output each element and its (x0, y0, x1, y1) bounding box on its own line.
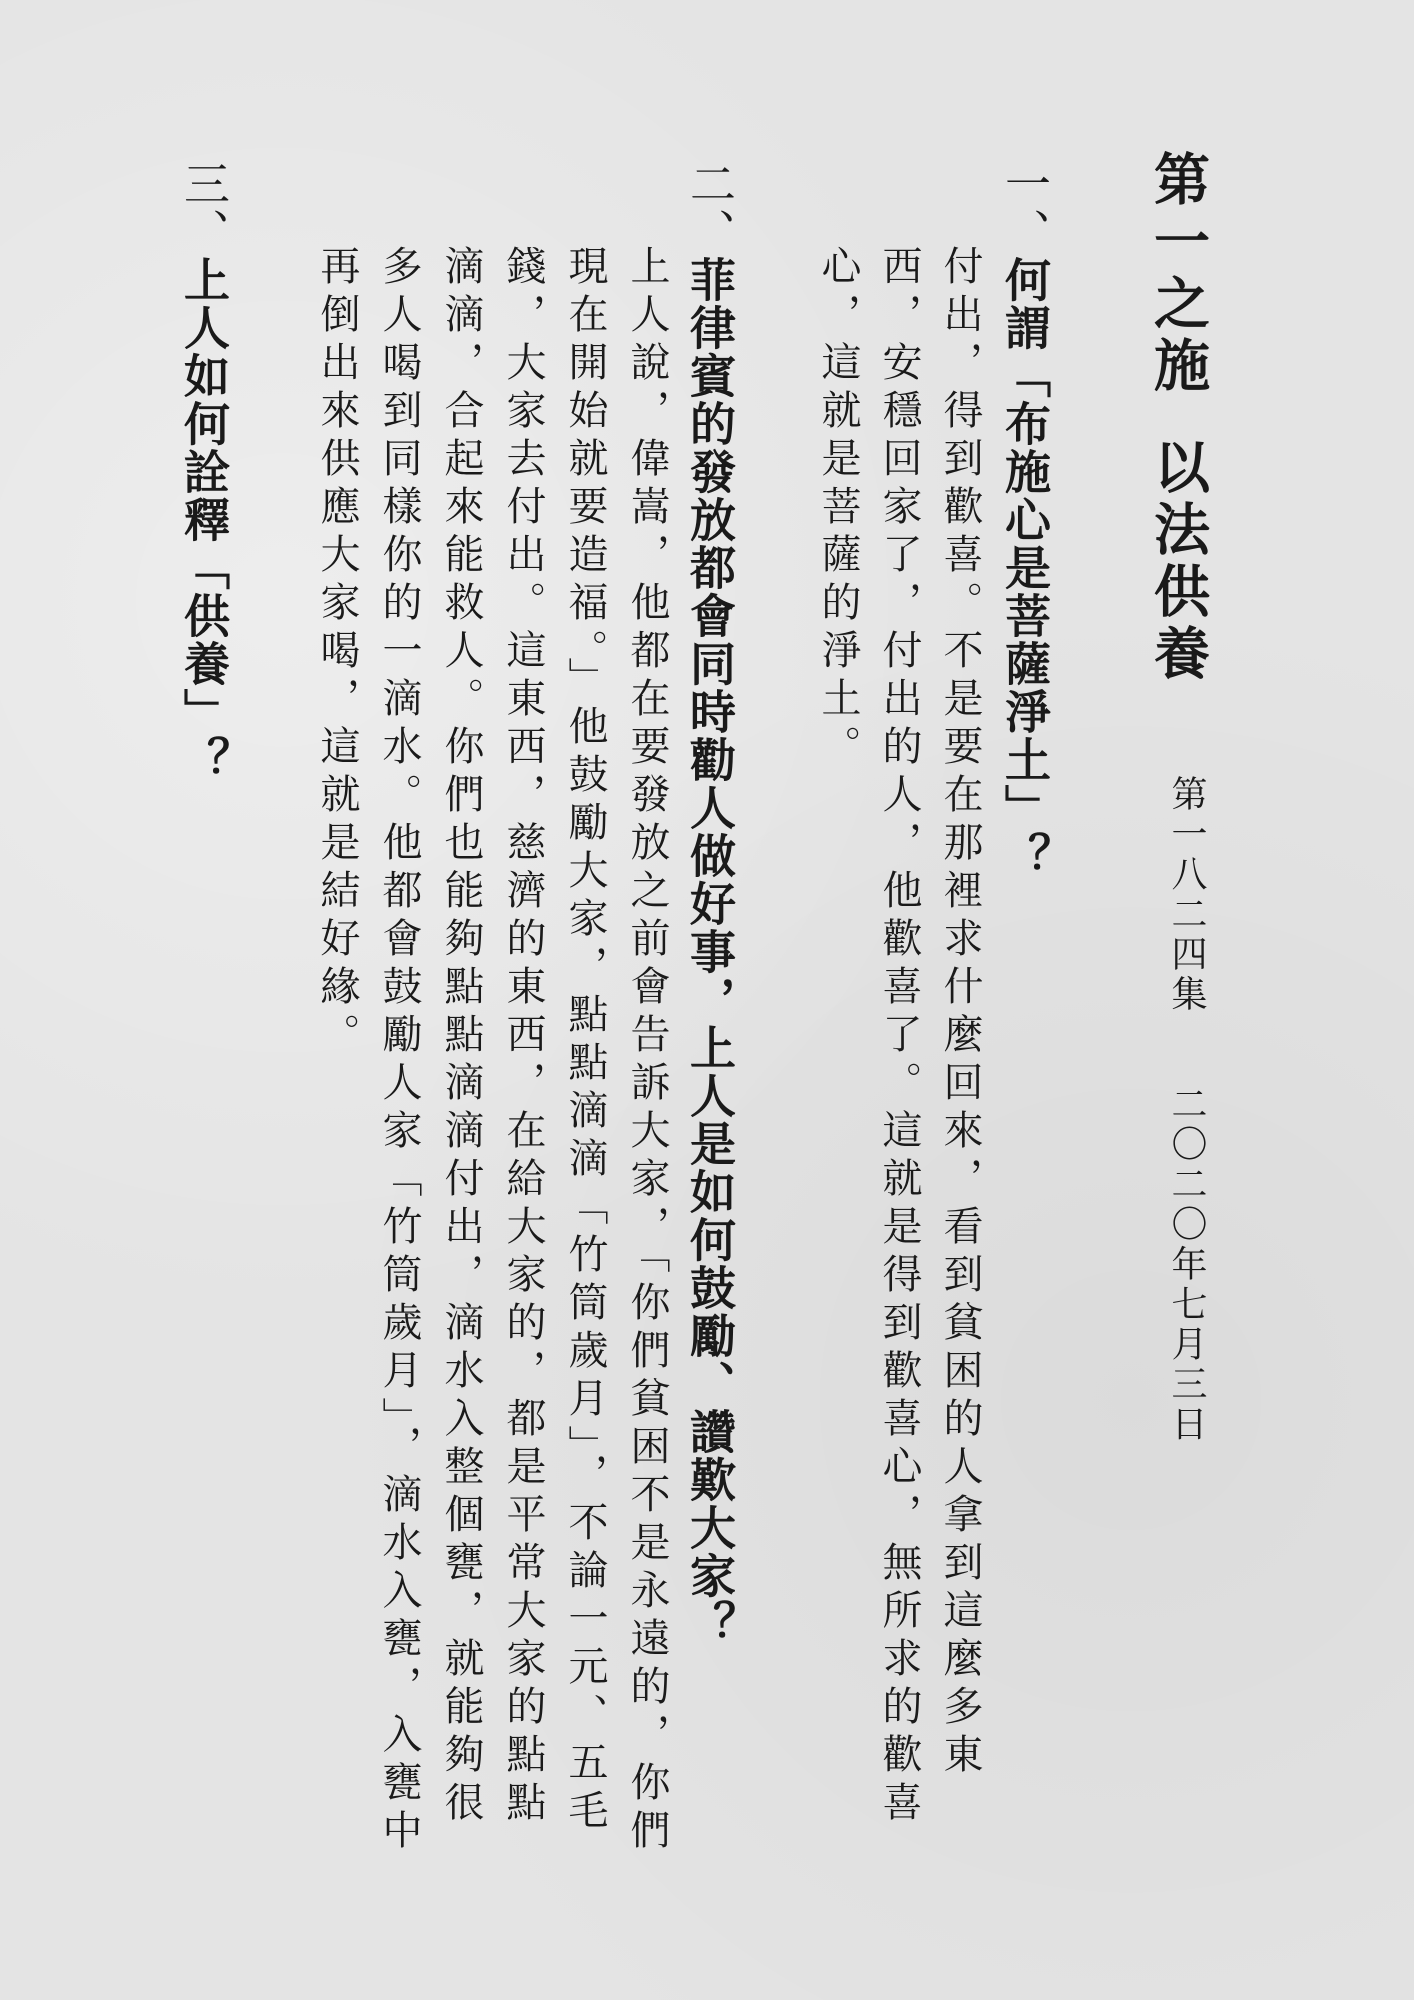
section-2-heading (683, 160, 737, 1648)
section-1-line-1: 付出，得到歡喜。不是要在那裡求什麼回來，看到貧困的人拿到這麼多東 (937, 245, 983, 1781)
page-title (1145, 150, 1211, 686)
section-1-number: 一、 (998, 160, 1052, 256)
section-1-heading-text: 何謂「布施心是菩薩淨土」？ (998, 256, 1052, 880)
episode-number: 第一八二四集 (1166, 775, 1207, 1015)
section-1-heading (998, 160, 1052, 880)
section-2-line-1: 上人說，偉嵩，他都在要發放之前會告訴大家，「你們貧困不是永遠的，你們 (624, 245, 670, 1857)
section-2-line-3: 錢，大家去付出。這東西，慈濟的東西，在給大家的，都是平常大家的點點 (500, 245, 546, 1829)
section-1-line-3: 心，這就是菩薩的淨土。 (815, 245, 861, 773)
episode-date-line (1166, 775, 1207, 1445)
section-2-heading-text: 菲律賓的發放都會同時勸人做好事，上人是如何鼓勵、讚歎大家？ (683, 256, 737, 1648)
section-1-line-2: 西，安穩回家了，付出的人，他歡喜了。這就是得到歡喜心，無所求的歡喜 (876, 245, 922, 1829)
section-3-number: 三、 (177, 160, 231, 256)
section-3-heading (177, 160, 231, 784)
section-2-line-6: 再倒出來供應大家喝，這就是結好緣。 (314, 245, 360, 1061)
section-2-number: 二、 (683, 160, 737, 256)
title-part-1: 第一之施 (1145, 150, 1211, 398)
date: 二〇二〇年七月三日 (1166, 1085, 1207, 1445)
section-3-heading-text: 上人如何詮釋「供養」？ (177, 256, 231, 784)
section-2-line-4: 滴滴，合起來能救人。你們也能夠點點滴滴付出，滴水入整個甕，就能夠很 (438, 245, 484, 1829)
section-2-line-5: 多人喝到同樣你的一滴水。他都會鼓勵人家「竹筒歲月」，滴水入甕，入甕中 (376, 245, 422, 1857)
section-2-line-2: 現在開始就要造福。」他鼓勵大家，點點滴滴「竹筒歲月」，不論一元、五毛 (562, 245, 608, 1837)
title-part-2: 以法供養 (1145, 438, 1211, 686)
